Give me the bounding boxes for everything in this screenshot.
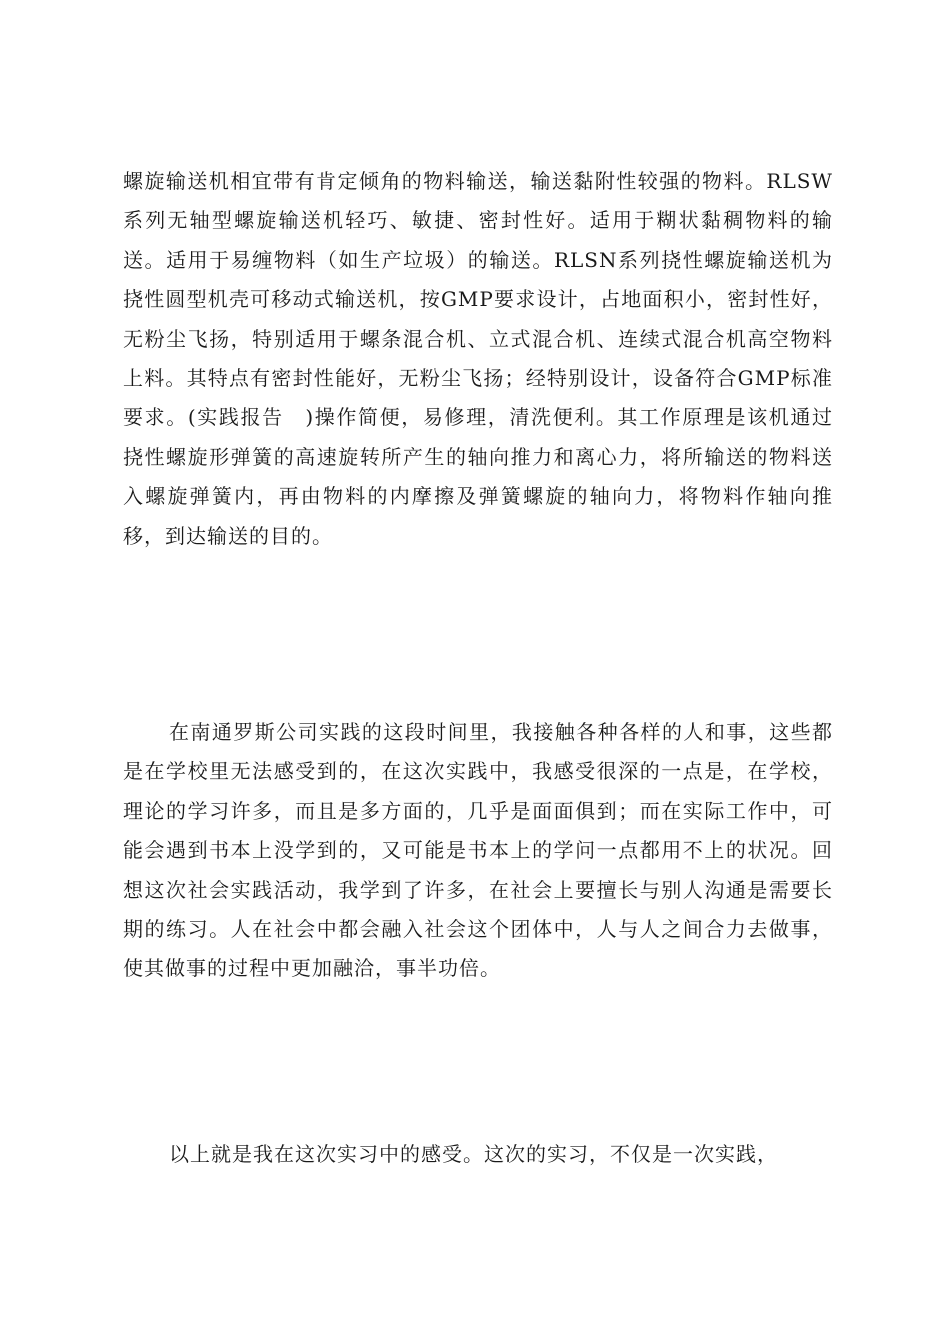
paragraph-practice-experience: 在南通罗斯公司实践的这段时间里，我接触各种各样的人和事，这些都是在学校里无法感受到的，在这次实践中，我感受很深的一点是，在学校，理论的学习许多，而且是多方面的，几乎是面面俱到；而在实际工作中，可能会遇到书本上没学到的，又可能是书本上的学问一点都用不上的状况。回想这次社会实践活动，我学到了许多，在社会上要擅长与别人沟通是需要长期的练习。人在社会中都会融入社会这个团体中，人与人之间合力去做事，使其做事的过程中更加融洽，事半功倍。 <box>123 720 833 981</box>
paragraph-conclusion: 以上就是我在这次实习中的感受。这次的实习，不仅是一次实践， <box>169 1142 778 1166</box>
paragraph-screw-conveyor: 螺旋输送机相宜带有肯定倾角的物料输送，输送黏附性较强的物料。RLSW系列无轴型螺旋输送机轻巧、敏捷、密封性好。适用于糊状黏稠物料的输送。适用于易缠物料（如生产垃圾）的输送。RLSN系列挠性螺旋输送机为挠性圆型机壳可移动式输送机，按GMP要求设计，占地面积小，密封性好，无粉尘飞扬，特别适用于螺条混合机、立式混合机、连续式混合机高空物料上料。其特点有密封性能好，无粉尘飞扬；经特别设计，设备符合GMP标准要求。(实践报告 )操作简便，易修理，清洗便利。其工作原理是该机通过挠性螺旋形弹簧的高速旋转所产生的轴向推力和离心力，将所输送的物料送入螺旋弹簧内，再由物料的内摩擦及弹簧螺旋的轴向力，将物料作轴向推移，到达输送的目的。 <box>123 169 833 548</box>
